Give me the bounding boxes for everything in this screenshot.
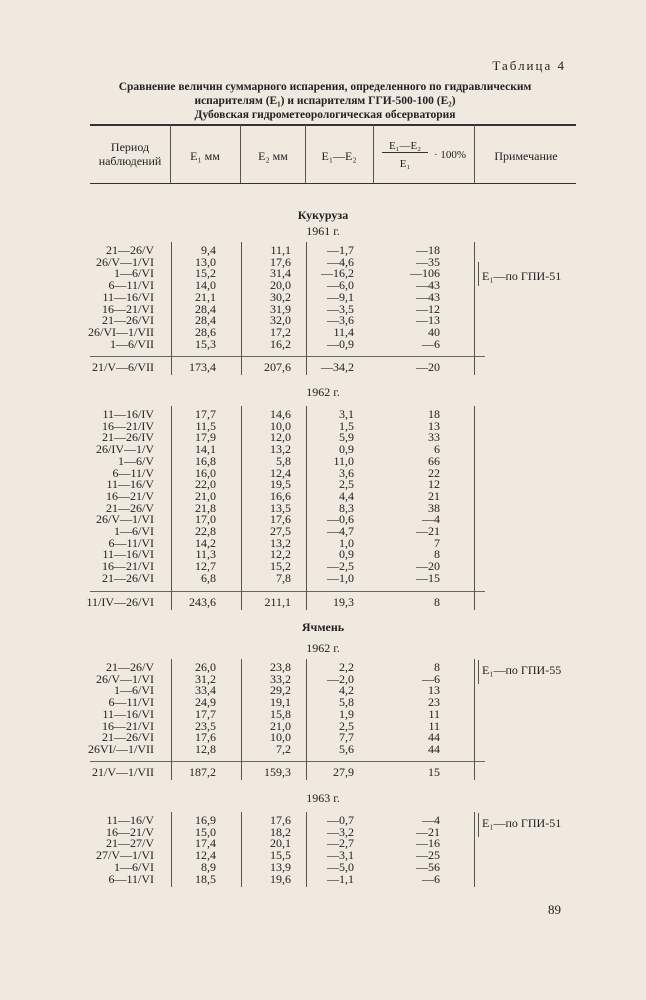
period-cell: 27/V—1/VI <box>96 848 154 863</box>
e1-cell: 17,7 <box>195 407 216 421</box>
e2-cell: 7,8 <box>276 570 291 585</box>
e1-cell: 12,8 <box>195 741 216 756</box>
diff-cell: —2,0 <box>327 671 354 686</box>
diff-cell: 2,5 <box>339 477 354 492</box>
header-divider <box>240 125 241 183</box>
period-cell: 1—6/VI <box>114 683 154 698</box>
header-divider <box>305 125 306 183</box>
table-row <box>0 873 646 885</box>
e2-cell: 32,0 <box>270 313 291 328</box>
period-cell: 21—26/VI <box>102 570 154 585</box>
e2-cell: 20,0 <box>270 278 291 293</box>
year-heading: 1963 г. <box>306 791 340 805</box>
e1-cell: 16,9 <box>195 813 216 827</box>
diff-cell: 1,9 <box>339 706 354 721</box>
ratio-cell: 44 <box>428 741 440 756</box>
header-divider <box>170 125 171 183</box>
column-rule <box>241 242 242 375</box>
table-row <box>0 478 646 490</box>
period-cell: 11—16/VI <box>102 547 154 562</box>
header-ratio-numerator: E₁—E₂ <box>382 140 428 153</box>
diff-cell: —2,5 <box>327 559 354 574</box>
header-e1: E₁ мм <box>190 149 220 163</box>
e1-cell: 13,0 <box>195 254 216 269</box>
e1-cell: 28,4 <box>195 301 216 316</box>
ratio-cell: —21 <box>416 824 440 839</box>
title-line-3: Дубовская гидрометеорологическая обсерватория <box>194 109 456 121</box>
diff-cell: 19,3 <box>333 595 354 609</box>
period-cell: 21/V—6/VII <box>92 360 154 374</box>
e1-cell: 28,4 <box>195 313 216 328</box>
title-line-2: испарителям (E₁) и испарителям ГГИ-500-100 (E₂) <box>194 95 456 107</box>
ratio-cell: 66 <box>428 453 440 468</box>
ratio-cell: 8 <box>434 547 440 562</box>
ratio-cell: 23 <box>428 695 440 710</box>
page-number: 89 <box>548 902 561 917</box>
table-row <box>0 560 646 572</box>
e1-cell: 14,2 <box>195 535 216 550</box>
e2-cell: 33,2 <box>270 671 291 686</box>
header-top-rule <box>90 124 576 126</box>
period-cell: 16—21/V <box>106 824 154 839</box>
e2-cell: 15,8 <box>270 706 291 721</box>
table-row <box>0 467 646 479</box>
table-row <box>0 861 646 873</box>
e2-cell: 17,6 <box>270 512 291 527</box>
table-row <box>0 525 646 537</box>
e2-cell: 17,6 <box>270 254 291 269</box>
column-rule <box>171 659 172 780</box>
diff-cell: 11,0 <box>333 453 354 468</box>
ratio-cell: 21 <box>428 488 440 503</box>
table-row <box>0 743 646 755</box>
e1-cell: 14,1 <box>195 442 216 457</box>
header-divider <box>474 125 475 183</box>
ratio-cell: —4 <box>422 512 440 527</box>
table-row <box>0 548 646 560</box>
e1-cell: 12,7 <box>195 559 216 574</box>
column-rule <box>474 812 475 887</box>
period-cell: 11—16/VI <box>102 706 154 721</box>
table-row <box>0 572 646 584</box>
e1-cell: 11,3 <box>195 547 216 562</box>
e2-cell: 17,6 <box>270 813 291 827</box>
header-ratio-suffix: · 100% <box>433 149 467 161</box>
table-row <box>0 720 646 732</box>
ratio-cell: —16 <box>416 836 440 851</box>
header-bottom-rule <box>90 183 576 184</box>
e2-cell: 13,2 <box>270 535 291 550</box>
table-row <box>0 443 646 455</box>
ratio-cell: —56 <box>416 859 440 874</box>
column-rule <box>171 406 172 610</box>
diff-cell: 8,3 <box>339 500 354 515</box>
ratio-cell: —6 <box>422 671 440 686</box>
e1-cell: 243,6 <box>189 595 216 609</box>
e2-cell: 13,5 <box>270 500 291 515</box>
diff-cell: —6,0 <box>327 278 354 293</box>
period-cell: 11—16/VI <box>102 289 154 304</box>
e2-cell: 19,1 <box>270 695 291 710</box>
diff-cell: 0,9 <box>339 547 354 562</box>
ratio-cell: —43 <box>416 289 440 304</box>
e2-cell: 16,6 <box>270 488 291 503</box>
e1-cell: 15,0 <box>195 824 216 839</box>
diff-cell: —0,6 <box>327 512 354 527</box>
ratio-cell: 12 <box>428 477 440 492</box>
diff-cell: 2,2 <box>339 660 354 674</box>
table-row <box>0 513 646 525</box>
e1-cell: 21,8 <box>195 500 216 515</box>
table-row <box>0 408 646 420</box>
ratio-cell: 40 <box>428 324 440 339</box>
e1-cell: 173,4 <box>189 360 216 374</box>
e2-cell: 16,2 <box>270 336 291 351</box>
period-cell: 26/IV—1/V <box>96 442 154 457</box>
ratio-cell: 7 <box>434 535 440 550</box>
diff-cell: —0,9 <box>327 336 354 351</box>
e2-cell: 15,5 <box>270 848 291 863</box>
ratio-cell: 8 <box>434 660 440 674</box>
period-cell: 21—27/V <box>106 836 154 851</box>
total-rule <box>90 591 485 592</box>
diff-cell: 3,1 <box>339 407 354 421</box>
diff-cell: 4,4 <box>339 488 354 503</box>
period-cell: 21—26/IV <box>102 430 154 445</box>
e2-cell: 19,6 <box>270 871 291 886</box>
table-row <box>0 455 646 467</box>
e2-cell: 17,2 <box>270 324 291 339</box>
crop-heading: Кукуруза <box>297 208 349 222</box>
table-total-row <box>0 361 646 373</box>
period-cell: 21—26/V <box>106 243 154 257</box>
table-row <box>0 303 646 315</box>
diff-cell: 1,0 <box>339 535 354 550</box>
header-diff: E₁—E₂ <box>321 149 357 163</box>
e1-cell: 26,0 <box>195 660 216 674</box>
column-rule <box>241 406 242 610</box>
title-line-1: Сравнение величин суммарного испарения, определенного по гидравлическим <box>118 81 532 93</box>
header-ratio-denominator: E₁ <box>399 158 411 170</box>
diff-cell: 5,6 <box>339 741 354 756</box>
e1-cell: 16,8 <box>195 453 216 468</box>
column-rule <box>306 406 307 610</box>
table-row <box>0 696 646 708</box>
total-rule <box>90 761 485 762</box>
e1-cell: 11,5 <box>195 418 216 433</box>
ratio-cell: 13 <box>428 683 440 698</box>
table-row <box>0 537 646 549</box>
column-rule <box>171 812 172 887</box>
period-cell: 16—21/VI <box>102 301 154 316</box>
ratio-cell: —6 <box>422 336 440 351</box>
ratio-cell: —12 <box>416 301 440 316</box>
diff-cell: —16,2 <box>321 266 354 281</box>
period-cell: 21—26/V <box>106 660 154 674</box>
crop-heading: Ячмень <box>301 620 345 634</box>
ratio-cell: 13 <box>428 418 440 433</box>
column-rule <box>306 659 307 780</box>
e1-cell: 17,4 <box>195 836 216 851</box>
column-rule <box>474 406 475 610</box>
e2-cell: 207,6 <box>264 360 291 374</box>
diff-cell: —3,6 <box>327 313 354 328</box>
e2-cell: 12,2 <box>270 547 291 562</box>
e2-cell: 12,4 <box>270 465 291 480</box>
e2-cell: 27,5 <box>270 524 291 538</box>
ratio-cell: —20 <box>416 559 440 574</box>
e1-cell: 12,4 <box>195 848 216 863</box>
period-cell: 11—16/IV <box>102 407 154 421</box>
ratio-cell: 8 <box>434 595 440 609</box>
table-row <box>0 490 646 502</box>
period-cell: 1—6/VI <box>114 859 154 874</box>
ratio-cell: 33 <box>428 430 440 445</box>
diff-cell: —5,0 <box>327 859 354 874</box>
diff-cell: —4,6 <box>327 254 354 269</box>
diff-cell: —1,7 <box>327 243 354 257</box>
e1-cell: 8,9 <box>201 859 216 874</box>
e2-cell: 18,2 <box>270 824 291 839</box>
period-cell: 21—26/VI <box>102 730 154 745</box>
diff-cell: —0,7 <box>327 813 354 827</box>
e2-cell: 10,0 <box>270 418 291 433</box>
column-rule <box>306 812 307 887</box>
ratio-cell: —4 <box>422 813 440 827</box>
diff-cell: 7,7 <box>339 730 354 745</box>
e2-cell: 12,0 <box>270 430 291 445</box>
diff-cell: —3,2 <box>327 824 354 839</box>
e1-cell: 28,6 <box>195 324 216 339</box>
e2-cell: 15,2 <box>270 559 291 574</box>
e2-cell: 29,2 <box>270 683 291 698</box>
column-rule <box>474 659 475 780</box>
ratio-cell: —21 <box>416 524 440 538</box>
ratio-cell: —6 <box>422 871 440 886</box>
diff-cell: 4,2 <box>339 683 354 698</box>
e2-cell: 10,0 <box>270 730 291 745</box>
period-cell: 11/IV—26/VI <box>86 595 154 609</box>
diff-cell: 11,4 <box>333 324 354 339</box>
column-rule <box>241 812 242 887</box>
note-bracket <box>478 262 479 286</box>
ratio-cell: —106 <box>410 266 440 281</box>
period-cell: 21—26/VI <box>102 313 154 328</box>
period-cell: 6—11/VI <box>108 695 154 710</box>
e2-cell: 5,8 <box>276 453 291 468</box>
e1-cell: 31,2 <box>195 671 216 686</box>
period-cell: 6—11/VI <box>108 278 154 293</box>
e1-cell: 18,5 <box>195 871 216 886</box>
e2-cell: 7,2 <box>276 741 291 756</box>
ratio-cell: 11 <box>428 718 440 733</box>
ratio-cell: 15 <box>428 765 440 779</box>
ratio-cell: 38 <box>428 500 440 515</box>
period-cell: 1—6/VII <box>110 336 154 351</box>
e1-cell: 16,0 <box>195 465 216 480</box>
diff-cell: —1,1 <box>327 871 354 886</box>
ratio-cell: —18 <box>416 243 440 257</box>
diff-cell: 5,8 <box>339 695 354 710</box>
note-bracket <box>478 813 479 837</box>
diff-cell: —2,7 <box>327 836 354 851</box>
table-total-row <box>0 766 646 778</box>
e1-cell: 14,0 <box>195 278 216 293</box>
ratio-cell: 11 <box>428 706 440 721</box>
period-cell: 11—16/V <box>106 477 154 492</box>
ratio-cell: —13 <box>416 313 440 328</box>
period-cell: 26/VI—1/VII <box>88 324 154 339</box>
diff-cell: 0,9 <box>339 442 354 457</box>
diff-cell: —1,0 <box>327 570 354 585</box>
ratio-cell: 22 <box>428 465 440 480</box>
table-row <box>0 849 646 861</box>
period-cell: 26/V—1/VI <box>96 254 154 269</box>
e2-cell: 23,8 <box>270 660 291 674</box>
column-rule <box>241 659 242 780</box>
period-cell: 1—6/VI <box>114 524 154 538</box>
table-total-row <box>0 596 646 608</box>
ratio-cell: 44 <box>428 730 440 745</box>
diff-cell: 3,6 <box>339 465 354 480</box>
ratio-cell: —15 <box>416 570 440 585</box>
e1-cell: 6,8 <box>201 570 216 585</box>
e1-cell: 22,8 <box>195 524 216 538</box>
e2-cell: 13,9 <box>270 859 291 874</box>
period-cell: 16—21/IV <box>102 418 154 433</box>
e1-cell: 23,5 <box>195 718 216 733</box>
diff-cell: 27,9 <box>333 765 354 779</box>
ratio-cell: 6 <box>434 442 440 457</box>
year-heading: 1962 г. <box>306 641 340 655</box>
table-row <box>0 291 646 303</box>
period-cell: 16—21/V <box>106 488 154 503</box>
e2-cell: 211,1 <box>264 595 291 609</box>
e1-cell: 24,9 <box>195 695 216 710</box>
column-rule <box>171 242 172 375</box>
section-note: E₁—по ГПИ-51 <box>482 816 562 830</box>
column-rule <box>306 242 307 375</box>
period-cell: 16—21/VI <box>102 559 154 574</box>
e1-cell: 21,1 <box>195 289 216 304</box>
header-e2: E₂ мм <box>258 149 288 163</box>
e2-cell: 31,4 <box>270 266 291 281</box>
period-cell: 11—16/V <box>106 813 154 827</box>
ratio-cell: 18 <box>428 407 440 421</box>
period-cell: 26/V—1/VI <box>96 671 154 686</box>
table-row <box>0 338 646 350</box>
e1-cell: 15,3 <box>195 336 216 351</box>
diff-cell: —3,1 <box>327 848 354 863</box>
diff-cell: 2,5 <box>339 718 354 733</box>
period-cell: 6—11/VI <box>108 871 154 886</box>
period-cell: 6—11/VI <box>108 535 154 550</box>
table-row <box>0 326 646 338</box>
section-note: E₁—по ГПИ-55 <box>482 663 562 677</box>
ratio-cell: —43 <box>416 278 440 293</box>
table-label: Таблица 4 <box>492 58 566 73</box>
e2-cell: 20,1 <box>270 836 291 851</box>
period-cell: 16—21/VI <box>102 718 154 733</box>
e1-cell: 17,9 <box>195 430 216 445</box>
period-cell: 1—6/V <box>118 453 154 468</box>
diff-cell: —9,1 <box>327 289 354 304</box>
diff-cell: —4,7 <box>327 524 354 538</box>
table-row <box>0 684 646 696</box>
column-rule <box>474 242 475 375</box>
e2-cell: 19,5 <box>270 477 291 492</box>
e2-cell: 14,6 <box>270 407 291 421</box>
ratio-cell: —25 <box>416 848 440 863</box>
e1-cell: 33,4 <box>195 683 216 698</box>
header-period: Период наблюдений <box>98 140 162 168</box>
e2-cell: 11,1 <box>270 243 291 257</box>
table-title <box>90 80 560 122</box>
e1-cell: 15,2 <box>195 266 216 281</box>
diff-cell: 1,5 <box>339 418 354 433</box>
period-cell: 6—11/V <box>112 465 154 480</box>
header-note: Примечание <box>494 149 558 163</box>
period-cell: 1—6/VI <box>114 266 154 281</box>
e1-cell: 22,0 <box>195 477 216 492</box>
e2-cell: 21,0 <box>270 718 291 733</box>
ratio-cell: —20 <box>416 360 440 374</box>
period-cell: 26/V—1/VI <box>96 512 154 527</box>
ratio-cell: —35 <box>416 254 440 269</box>
note-bracket <box>478 660 479 684</box>
e2-cell: 30,2 <box>270 289 291 304</box>
table-row <box>0 420 646 432</box>
period-cell: 21/V—1/VII <box>92 765 154 779</box>
e1-cell: 17,0 <box>195 512 216 527</box>
year-heading: 1962 г. <box>306 385 340 399</box>
total-rule <box>90 356 485 357</box>
section-note: E₁—по ГПИ-51 <box>482 269 562 283</box>
e1-cell: 187,2 <box>189 765 216 779</box>
diff-cell: —34,2 <box>321 360 354 374</box>
period-cell: 26VI/—1/VII <box>88 741 154 756</box>
table-row <box>0 708 646 720</box>
e2-cell: 13,2 <box>270 442 291 457</box>
e1-cell: 17,7 <box>195 706 216 721</box>
e2-cell: 31,9 <box>270 301 291 316</box>
e1-cell: 9,4 <box>201 243 216 257</box>
e1-cell: 21,0 <box>195 488 216 503</box>
period-cell: 21—26/V <box>106 500 154 515</box>
diff-cell: —3,5 <box>327 301 354 316</box>
diff-cell: 5,9 <box>339 430 354 445</box>
header-divider <box>373 125 374 183</box>
e2-cell: 159,3 <box>264 765 291 779</box>
e1-cell: 17,6 <box>195 730 216 745</box>
year-heading: 1961 г. <box>306 224 340 238</box>
